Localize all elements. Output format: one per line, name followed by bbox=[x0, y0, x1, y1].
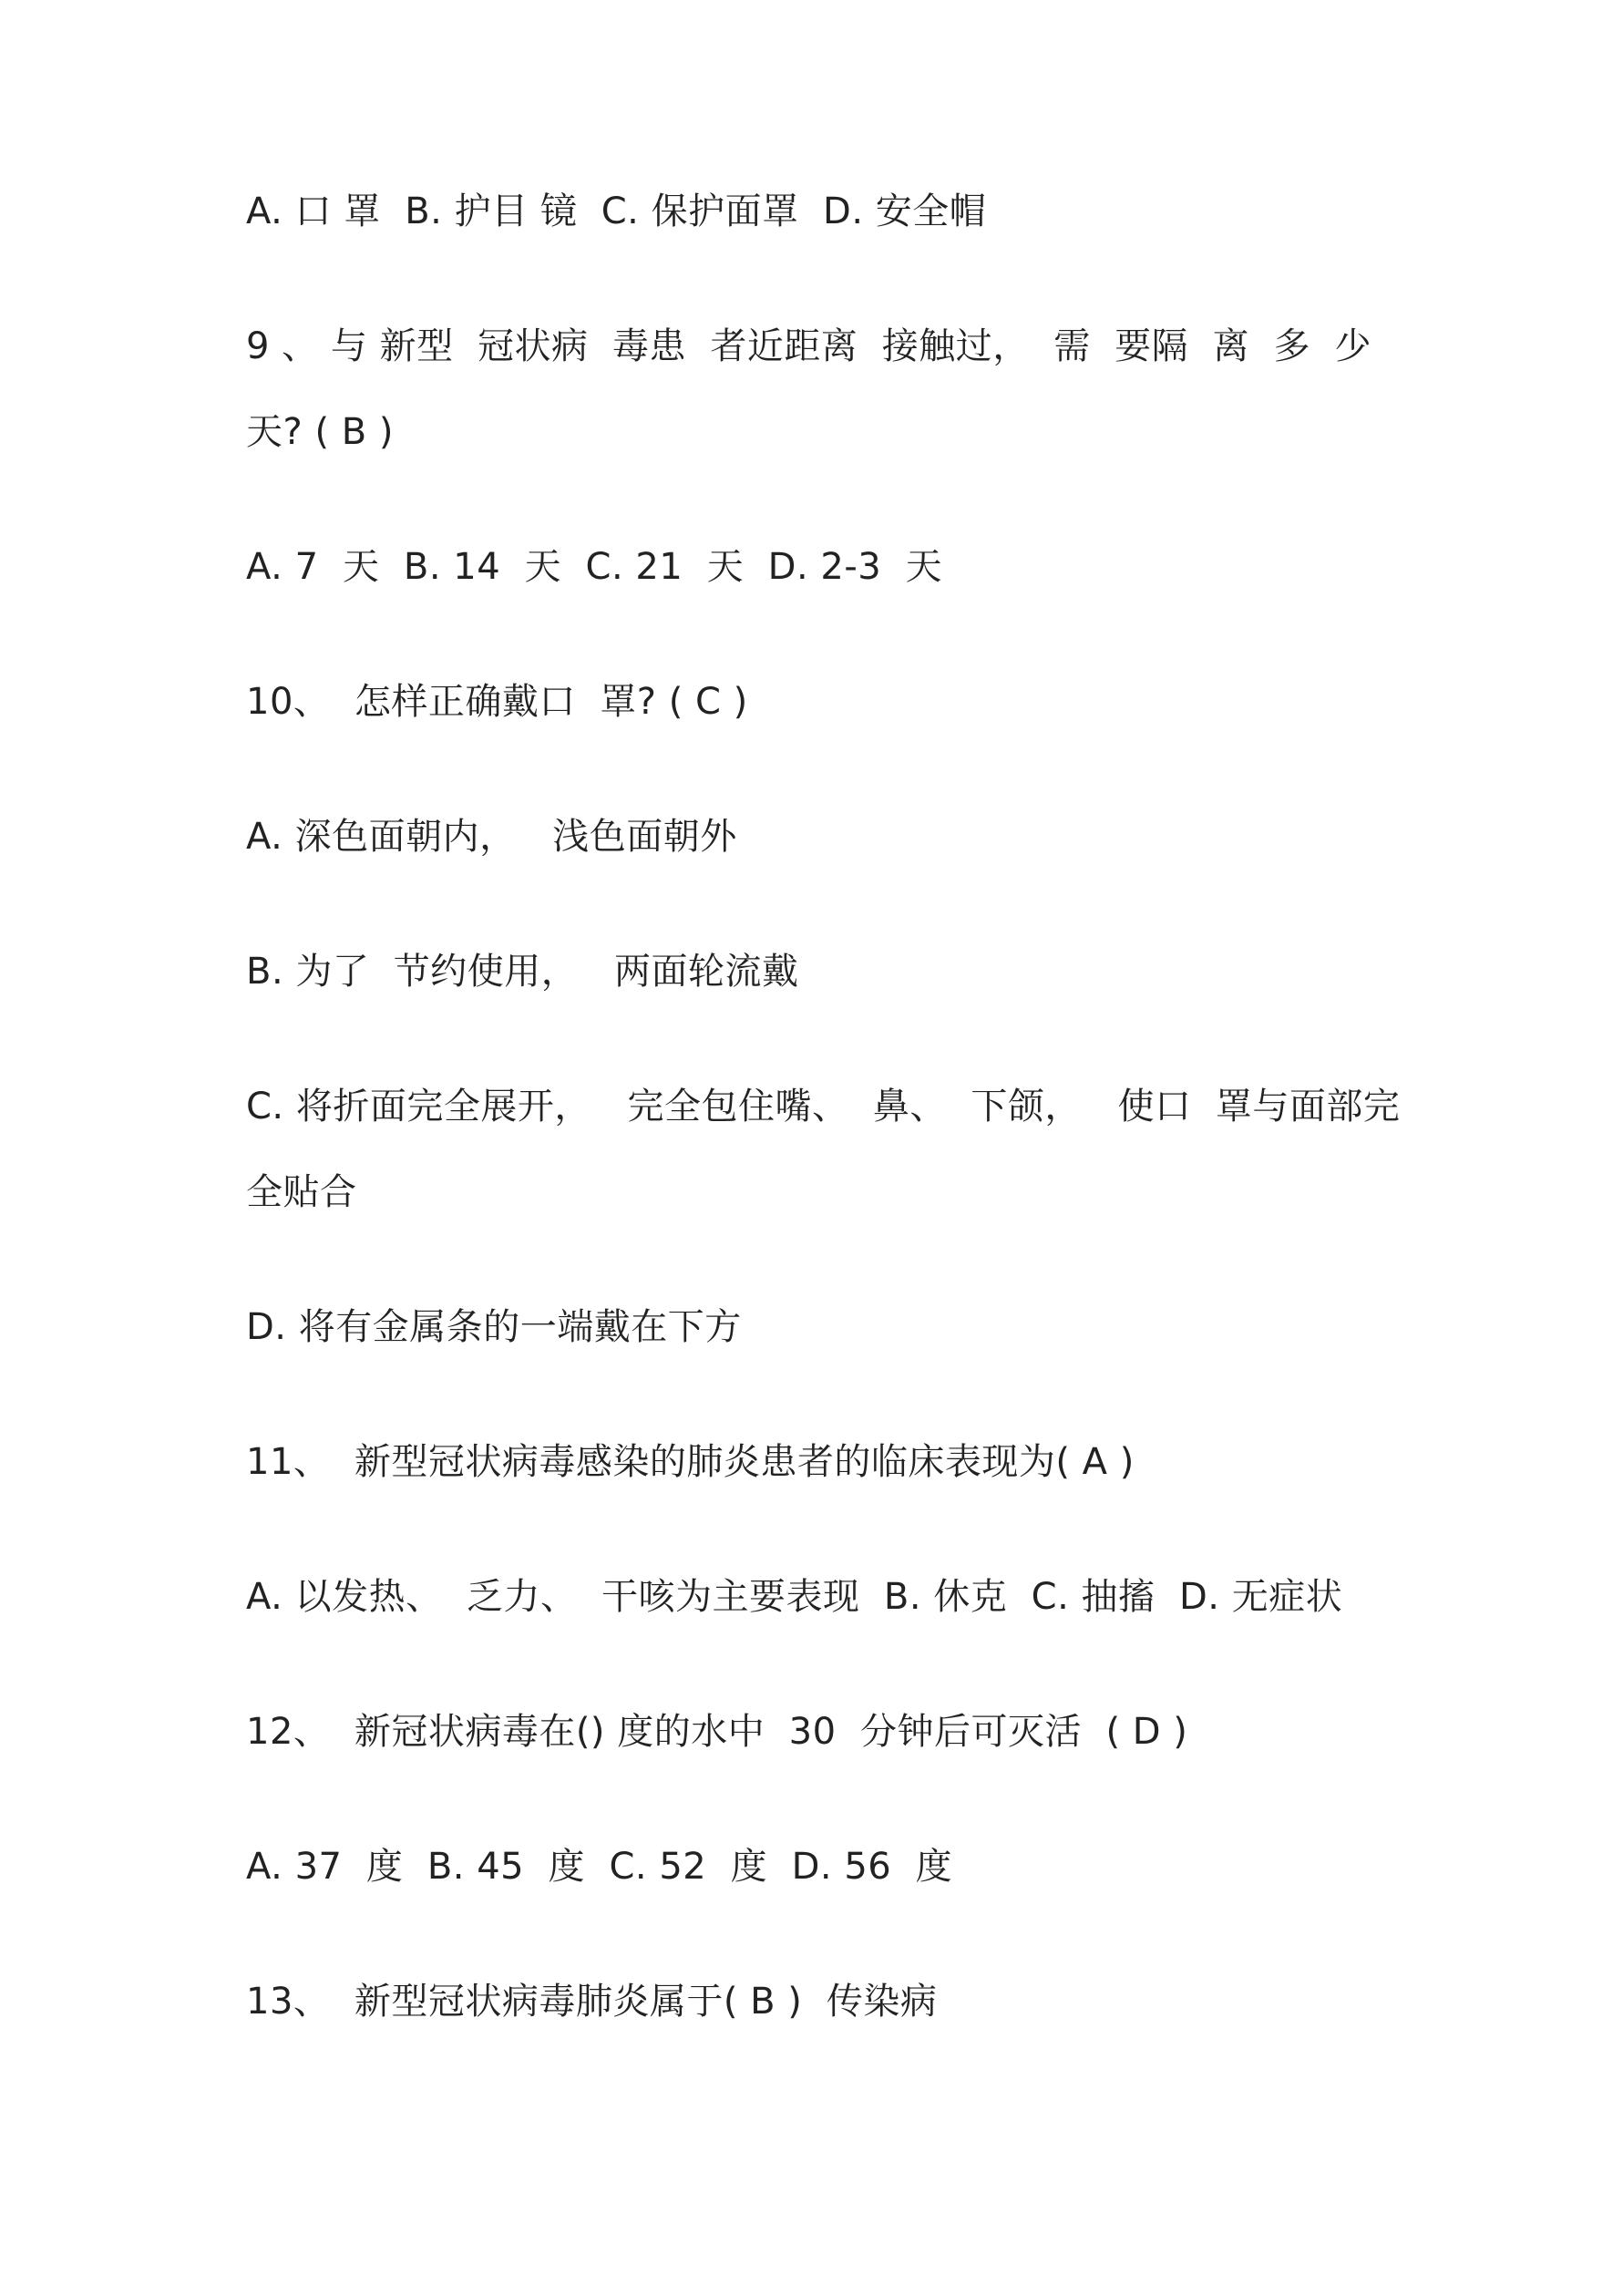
q10-option-d: D. 将有金属条的一端戴在下方 bbox=[246, 1306, 742, 1348]
q11-question: 11、 新型冠状病毒感染的肺炎患者的临床表现为( A ) bbox=[246, 1441, 1135, 1483]
q8-options: A. 口 罩 B. 护目 镜 C. 保护面罩 D. 安全帽 bbox=[246, 190, 987, 232]
q9-question-line-1: 9 、 与 新型 冠状病 毒患 者近距离 接触过， 需 要隔 离 多 少 bbox=[246, 325, 1371, 367]
q12-options: A. 37 度 B. 45 度 C. 52 度 D. 56 度 bbox=[246, 1846, 953, 1888]
q10-option-c-line-1: C. 将折面完全展开， 完全包住嘴、 鼻、 下颌， 使口 罩与面部完 bbox=[246, 1086, 1401, 1127]
q9-options: A. 7 天 B. 14 天 C. 21 天 D. 2-3 天 bbox=[246, 546, 943, 588]
q13-question: 13、 新型冠状病毒肺炎属于( B ) 传染病 bbox=[246, 1981, 938, 2023]
q10-question: 10、 怎样正确戴口 罩? ( C ) bbox=[246, 681, 748, 723]
q12-question: 12、 新冠状病毒在() 度的水中 30 分钟后可灭活 ( D ) bbox=[246, 1711, 1188, 1753]
q9-question-line-2: 天? ( B ) bbox=[246, 411, 395, 453]
q10-option-a: A. 深色面朝内， 浅色面朝外 bbox=[246, 816, 737, 858]
q11-options: A. 以发热、 乏力、 干咳为主要表现 B. 休克 C. 抽搐 D. 无症状 bbox=[246, 1576, 1343, 1618]
q10-option-c-line-2: 全贴合 bbox=[246, 1171, 357, 1213]
q10-option-b: B. 为了 节约使用， 两面轮流戴 bbox=[246, 951, 799, 993]
